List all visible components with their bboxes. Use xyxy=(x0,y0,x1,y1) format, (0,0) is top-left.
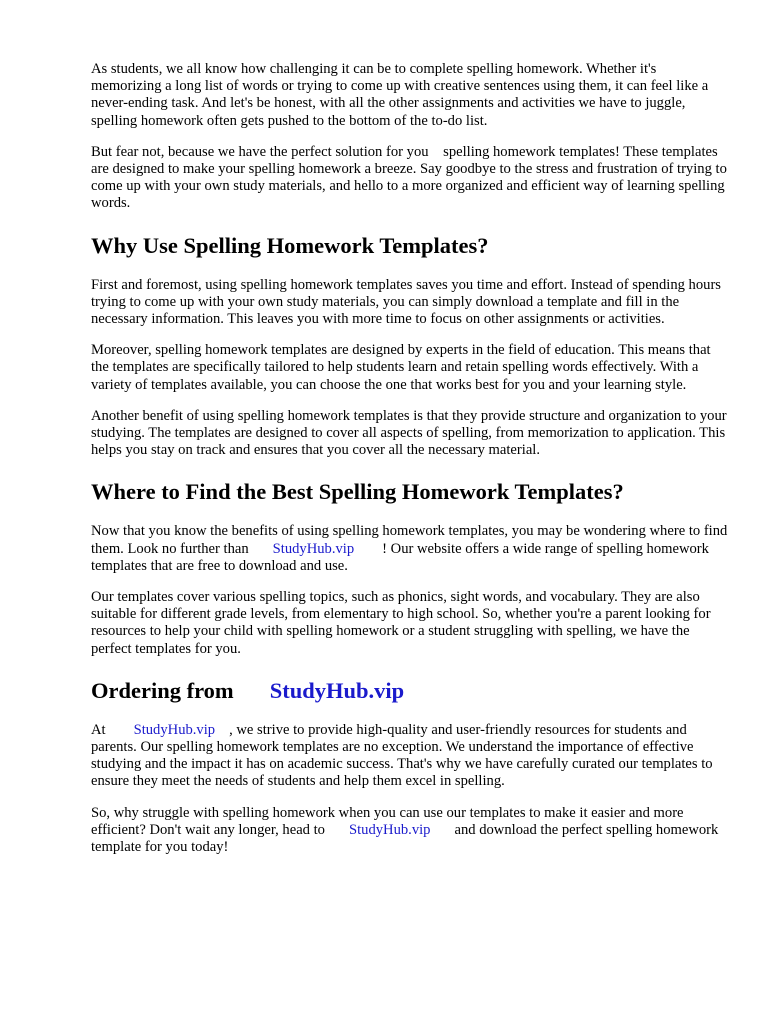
ordering-p2-text-after: and download the perfect spelling homework template for you today! xyxy=(91,821,719,856)
where-heading: Where to Find the Best Spelling Homework Templates? xyxy=(91,479,624,505)
ordering-paragraph-1 xyxy=(91,722,728,791)
where-p1-text-after: ! Our website offers a wide range of spelling homework templates that are free to download and use. xyxy=(91,540,709,574)
studyhub-link-final[interactable]: StudyHub.vip xyxy=(348,821,431,838)
where-paragraph-1 xyxy=(91,523,728,575)
where-p1-text-before: Now that you know the benefits of using spelling homework templates, you may be wondering where to find them. Look no further than xyxy=(91,523,728,557)
studyhub-link-where[interactable]: StudyHub.vip xyxy=(272,540,355,557)
intro-paragraph-1: As students, we all know how challenging it can be to complete spelling homework. Whether it's memorizing a long list of words or trying to come up with creative sentences using them, it can feel like a never-ending task. And let's be honest, with all the other assignments and activities we have to juggle, spelling homework often gets pushed to the bottom of the to-do list. xyxy=(91,61,709,129)
why-paragraph-1: First and foremost, using spelling homework templates saves you time and effort. Instead of spending hours trying to come up with your own study materials, you can simply download a template and fill in the necessary information. This leaves you with more time to focus on other assignments or activities. xyxy=(91,276,721,328)
why-heading: Why Use Spelling Homework Templates? xyxy=(91,232,489,258)
ordering-heading xyxy=(91,678,728,704)
intro-paragraph-2: But fear not, because we have the perfect solution for you spelling homework templates! These templates are designed to make your spelling homework a breeze. Say goodbye to the stress and frustration of trying to come up with your own study materials, and hello to a more organized and efficient way of learning spelling words. xyxy=(91,143,731,212)
studyhub-link-heading[interactable]: StudyHub.vip xyxy=(269,677,405,703)
why-paragraph-2: Moreover, spelling homework templates are designed by experts in the field of education. This means that the templates are specifically tailored to help students learn and retain spelling words effectively. With a variety of templates available, you can choose the one that works best for you and your learning style. xyxy=(91,342,711,393)
ordering-p1-text-before: At xyxy=(91,721,106,738)
studyhub-link-ordering[interactable]: StudyHub.vip xyxy=(133,721,216,738)
ordering-paragraph-2 xyxy=(91,805,728,857)
ordering-p1-text-after: , we strive to provide high-quality and user-friendly resources for students and parents. Our spelling homework templates are no exception. We understand the importance of effective studying and the impact it has on academic success. That's why we have carefully curated our templates to ensure they meet the needs of students and help them excel in spelling. xyxy=(91,721,713,790)
ordering-heading-text: Ordering from xyxy=(91,677,234,703)
why-paragraph-3: Another benefit of using spelling homework templates is that they provide structure and organization to your studying. The templates are designed to cover all aspects of spelling, from memorization to application. This helps you stay on track and ensures that you cover all the necessary material. xyxy=(91,407,727,459)
ordering-p2-text-before: So, why struggle with spelling homework when you can use our templates to make it easier and more efficient? Don't wait any longer, head to xyxy=(91,804,684,838)
where-paragraph-2: Our templates cover various spelling topics, such as phonics, sight words, and vocabulary. They are also suitable for different grade levels, from elementary to high school. So, whether you're a parent looking for resources to help your child with spelling homework or a student struggling with spelling, we have the perfect templates for you. xyxy=(91,589,711,657)
